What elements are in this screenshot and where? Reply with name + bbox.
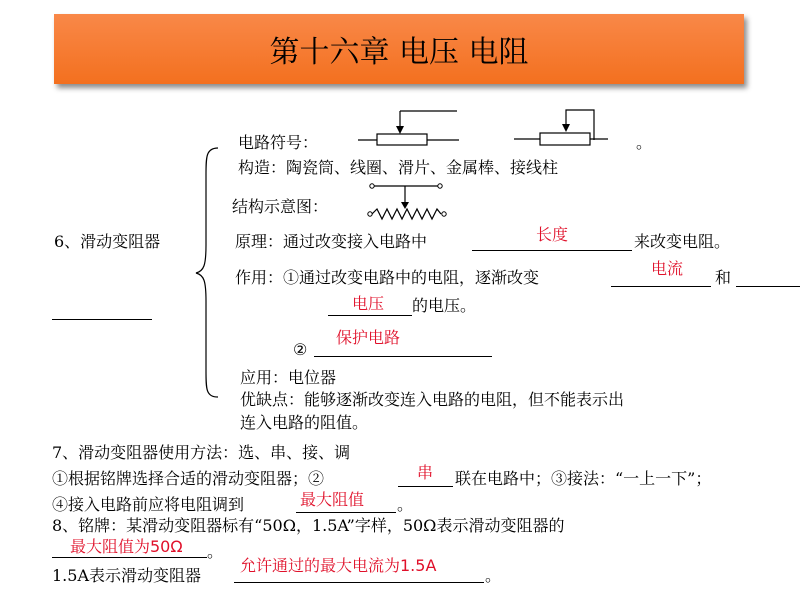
- item7-line2-prefix: ④接入电路前应将电阻调到: [52, 495, 245, 514]
- item7-heading: 7、滑动变阻器使用方法：选、串、接、调: [52, 443, 351, 462]
- item8-end-2: 。: [485, 566, 502, 585]
- function-blank-1: [611, 286, 711, 287]
- item8-answer-2: 允许通过的最大电流为1.5A: [240, 556, 437, 575]
- principle-suffix: 来改变电阻。: [634, 232, 731, 251]
- blank-line: [52, 319, 152, 320]
- function2-blank: [314, 356, 492, 357]
- rheostat-symbol-alt-icon: [512, 102, 612, 154]
- item8-blank-1: [52, 557, 207, 558]
- rheostat-symbol-icon: [355, 106, 465, 154]
- application-text: 应用：电位器: [240, 368, 337, 387]
- curly-brace: [192, 145, 222, 400]
- item7-answer-2: 最大阻值: [300, 490, 365, 509]
- item7-blank-2: [296, 512, 396, 513]
- item8-line3-prefix: 1.5A表示滑动变阻器: [52, 566, 202, 585]
- function-and: 和: [715, 268, 732, 287]
- item6-label: 6、滑动变阻器: [54, 232, 161, 251]
- pros-cons-line2: 连入电路的阻值。: [240, 413, 369, 432]
- function2-answer: 保护电路: [336, 328, 401, 347]
- item7-line1-prefix: ①根据铭牌选择合适的滑动变阻器；②: [52, 469, 325, 488]
- item7-answer-1: 串: [417, 463, 434, 482]
- function-suffix: 的电压。: [412, 296, 477, 315]
- page-title: 第十六章 电压 电阻: [269, 35, 529, 70]
- title-banner: [54, 14, 744, 84]
- function-blank-2: [736, 286, 800, 287]
- principle-answer: 长度: [536, 225, 569, 244]
- construction-text: 构造：陶瓷筒、线圈、滑片、金属棒、接线柱: [238, 158, 559, 177]
- diagram-label: 结构示意图：: [232, 197, 329, 216]
- item8-blank-2: [234, 582, 484, 583]
- pros-cons-line1: 优缺点：能够逐渐改变连入电路的电阻，但不能表示出: [240, 390, 625, 409]
- principle-blank: [472, 250, 632, 251]
- function-blank-3: [328, 315, 412, 316]
- item8-line1: 8、铭牌：某滑动变阻器标有“50Ω，1.5A”字样，50Ω表示滑动变阻器的: [52, 516, 565, 535]
- rheostat-structure-icon: [365, 178, 450, 223]
- item7-line1-suffix: 联在电路中；③接法：“一上一下”；: [455, 469, 712, 488]
- item8-end-1: 。: [207, 542, 224, 561]
- symbol-label: 电路符号：: [238, 133, 319, 152]
- principle-prefix: 原理：通过改变接入电路中: [235, 232, 428, 251]
- symbol-end: 。: [636, 133, 653, 152]
- function-answer-2: 电压: [352, 294, 385, 313]
- function-answer-1: 电流: [651, 259, 684, 278]
- item8-answer-1: 最大阻值为50Ω: [70, 537, 183, 556]
- function2-prefix: ②: [293, 340, 308, 359]
- function-prefix: 作用：①通过改变电路中的电阻，逐渐改变: [235, 268, 540, 287]
- item7-blank-1: [398, 486, 453, 487]
- item7-line2-suffix: 。: [397, 495, 414, 514]
